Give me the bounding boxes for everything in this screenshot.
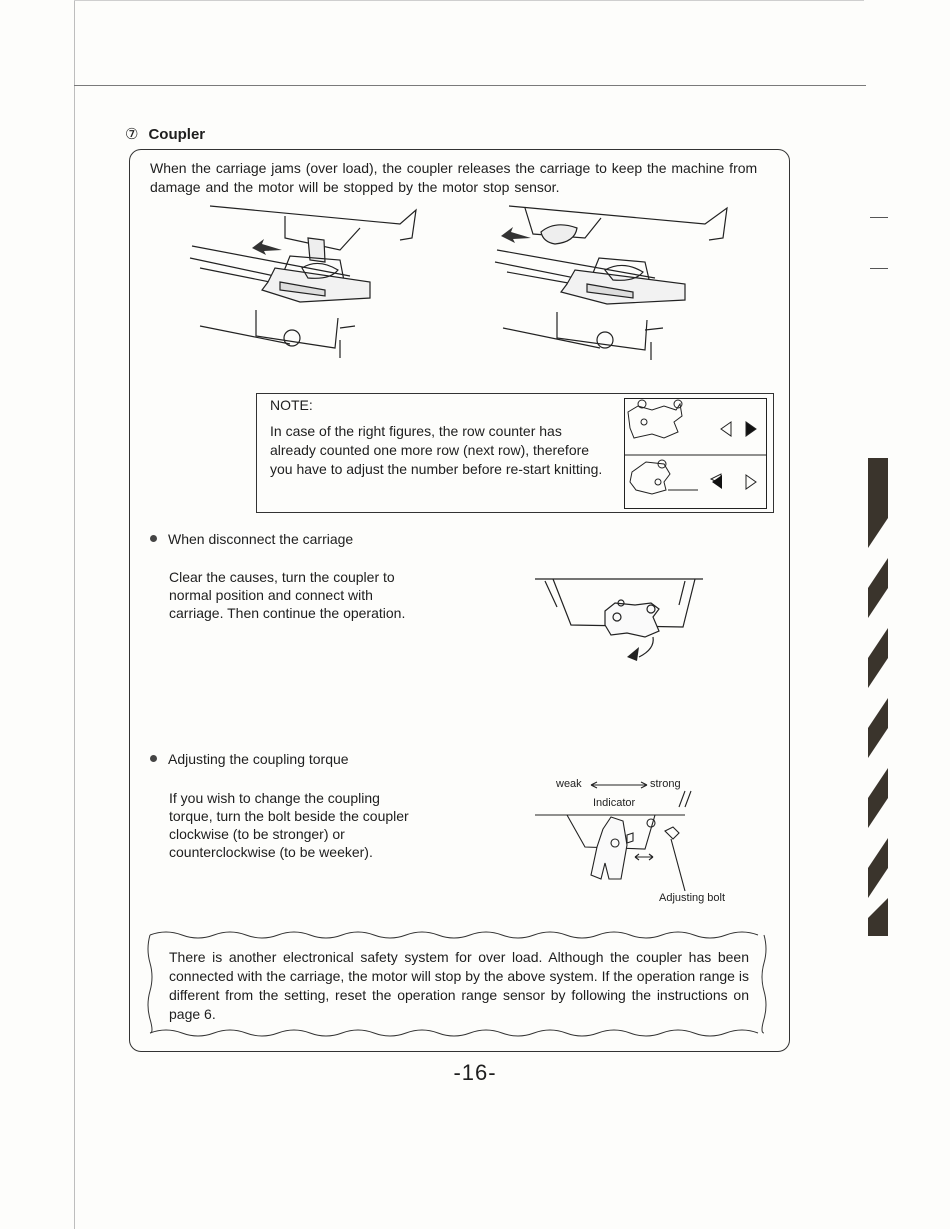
label-strong: strong [650,778,681,790]
section-number: ⑦ [125,126,139,143]
margin-tick [870,217,888,218]
label-adjusting-bolt: Adjusting bolt [659,892,726,904]
page-left-edge [74,0,75,1229]
bullet-heading: Adjusting the coupling torque [168,751,349,767]
bullet-dot [150,755,157,762]
bullet-torque [150,751,349,767]
row-counter-figure [624,398,767,509]
index-tab-edge [868,458,888,936]
bullet-disconnect [150,531,353,547]
intro-paragraph: When the carriage jams (over load), the coupler releases the carriage to keep the machine from damage and the motor will be stopped by the motor stop sensor. [150,160,758,195]
page-top-edge [74,0,864,1]
bullet-text: If you wish to change the coupling torque, turn the bolt beside the coupler clockwise (to be stronger) or counterclockwise (to be weeker). [169,790,409,860]
margin-tick [870,268,888,269]
bullet-dot [150,535,157,542]
bullet-text: Clear the causes, turn the coupler to normal position and connect with carriage. Then continue the operation. [169,569,406,621]
page-number: -16- [453,1060,497,1085]
carriage-illustration-left [190,198,440,363]
label-weak: weak [556,778,582,790]
carriage-illustration-right [495,198,745,363]
coupler-rotate-illustration [535,575,710,670]
header-rule [74,85,866,86]
section-title [125,125,205,143]
note-title: NOTE: [270,397,313,413]
note-text: In case of the right figures, the row counter has already counted one more row (next row), therefore you have to adjust the number before re-start knitting. [270,423,603,477]
section-title-text: Coupler [148,126,206,143]
bullet-heading: When disconnect the carriage [168,531,354,547]
label-indicator: Indicator [593,797,636,809]
torque-illustration [535,775,715,895]
safety-note-text: There is another electronical safety system for over load. Although the coupler has been connected with the carriage, the motor will stop by the above system. If the operation range is different from the setting, reset the operation range sensor by following the instructions on page 6. [169,949,749,1022]
